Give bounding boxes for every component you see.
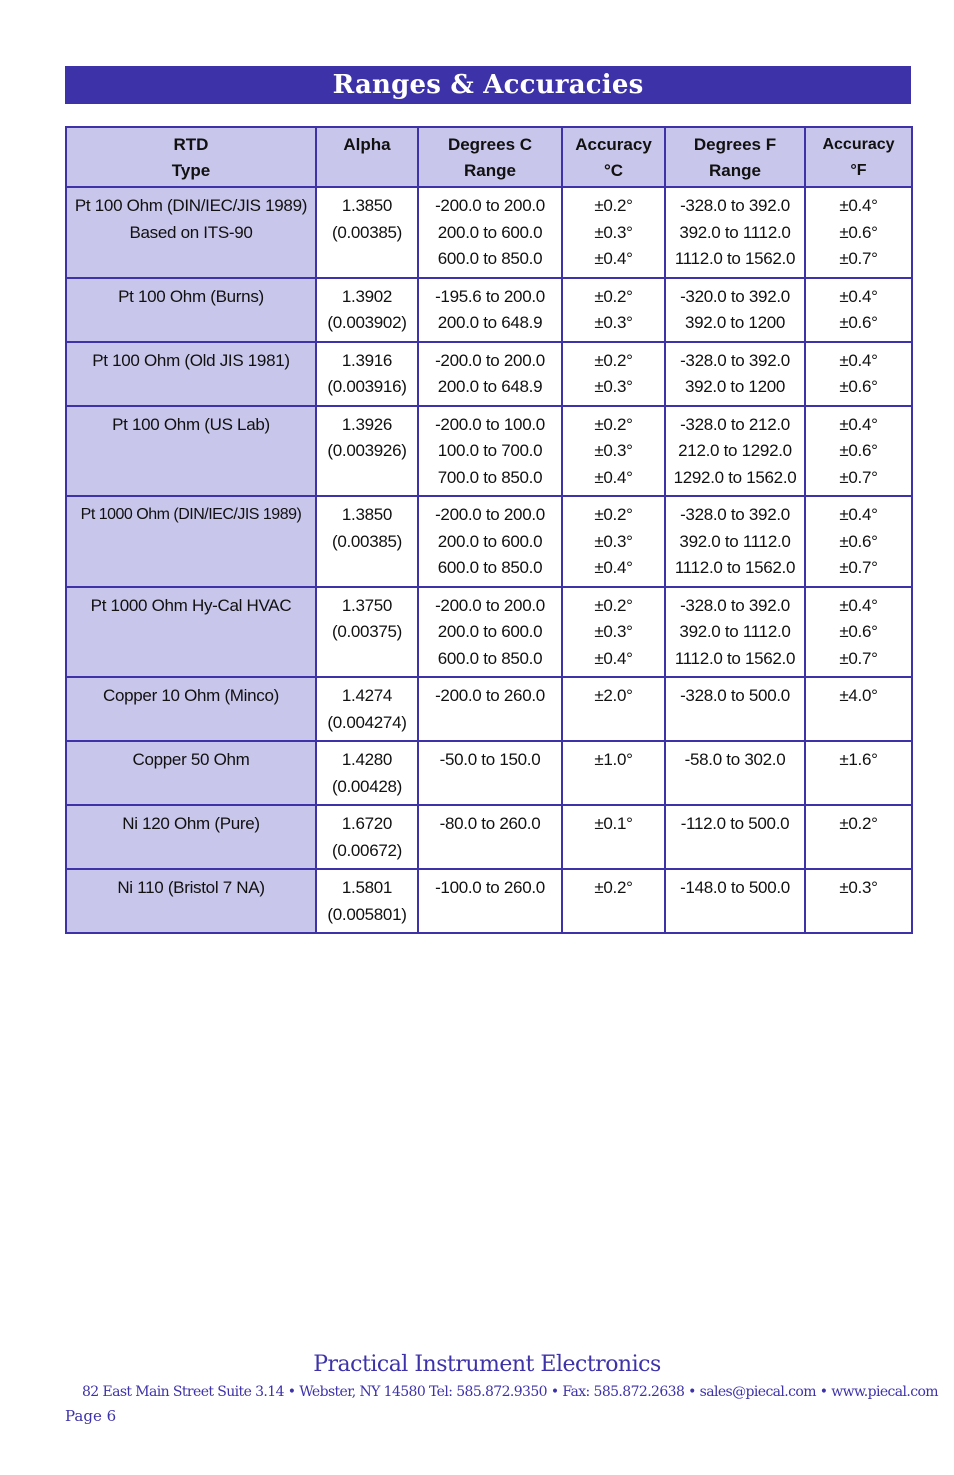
cell-line: 200.0 to 600.0	[437, 222, 543, 242]
cell-alpha	[316, 677, 418, 741]
cell-line: ±0.3°	[594, 441, 633, 460]
cell-accuracy-f	[805, 187, 912, 278]
cell-accuracy-f	[805, 741, 912, 805]
cell-rtd-type	[66, 342, 316, 406]
cell-rtd-type	[66, 278, 316, 342]
cell-line: -195.6 to 200.0	[435, 286, 545, 306]
cell-line: -328.0 to 500.0	[680, 686, 790, 705]
cell-line: ±0.1°	[594, 814, 633, 833]
cell-line: ±0.7°	[839, 249, 878, 268]
cell-line: ±0.4°	[839, 350, 878, 370]
cell-line: ±0.4°	[594, 558, 633, 577]
cell-accuracy-f	[805, 496, 912, 587]
cell-line: (0.00672)	[331, 840, 403, 860]
cell-line: (0.00375)	[331, 622, 403, 641]
cell-line: 1.3902	[341, 286, 393, 306]
cell-line: Copper 50 Ohm	[132, 750, 250, 769]
cell-line: ±0.4°	[839, 595, 878, 615]
cell-line: ±0.7°	[839, 558, 878, 577]
cell-line: 200.0 to 600.0	[437, 531, 543, 551]
cell-rtd-type	[66, 805, 316, 869]
cell-alpha	[316, 805, 418, 869]
cell-line: (0.004274)	[327, 712, 407, 732]
cell-line: -200.0 to 200.0	[435, 505, 545, 524]
table-header-row	[66, 127, 912, 187]
cell-line: 100.0 to 700.0	[437, 441, 543, 460]
cell-line: (0.005801)	[327, 904, 407, 924]
cell-range-f	[665, 741, 805, 805]
cell-rtd-type	[66, 587, 316, 678]
cell-line: 1.3850	[341, 505, 393, 524]
cell-line: ±0.6°	[839, 222, 878, 242]
cell-line: ±0.3°	[594, 313, 633, 332]
cell-line: 600.0 to 850.0	[437, 648, 543, 668]
cell-alpha	[316, 496, 418, 587]
cell-alpha	[316, 278, 418, 342]
cell-range-f	[665, 278, 805, 342]
cell-line: 1.4280	[341, 750, 393, 769]
cell-alpha	[316, 869, 418, 933]
cell-line: ±4.0°	[839, 686, 878, 705]
cell-range-f	[665, 496, 805, 587]
cell-range-f	[665, 869, 805, 933]
cell-line: ±0.2°	[594, 505, 633, 524]
cell-line: ±0.3°	[594, 622, 633, 641]
table-body	[66, 187, 912, 933]
page-title: Ranges & Accuracies	[332, 70, 644, 100]
cell-rtd-type	[66, 869, 316, 933]
cell-alpha	[316, 406, 418, 497]
cell-line: -200.0 to 260.0	[435, 686, 545, 705]
cell-line: 600.0 to 850.0	[437, 249, 543, 268]
cell-line: 392.0 to 1200	[684, 377, 786, 396]
cell-line: ±0.2°	[594, 350, 633, 370]
cell-line: ±0.2°	[594, 196, 633, 215]
cell-line: -80.0 to 260.0	[439, 814, 541, 833]
cell-line: 1112.0 to 1562.0	[674, 648, 796, 668]
cell-line: ±0.7°	[839, 648, 878, 668]
cell-line: ±2.0°	[594, 686, 633, 705]
cell-rtd-type	[66, 187, 316, 278]
table-row	[66, 869, 912, 933]
cell-range-c	[418, 587, 562, 678]
header-alpha: Alpha	[316, 127, 418, 187]
cell-line: ±0.6°	[839, 622, 878, 641]
cell-line: 392.0 to 1200	[684, 313, 786, 332]
cell-line: -200.0 to 200.0	[435, 196, 545, 215]
cell-accuracy-c	[562, 342, 665, 406]
cell-line: -328.0 to 212.0	[680, 414, 790, 434]
cell-range-c	[418, 278, 562, 342]
cell-line: -200.0 to 200.0	[435, 350, 545, 370]
cell-line: -200.0 to 100.0	[435, 414, 545, 434]
cell-line: ±0.2°	[594, 878, 633, 897]
table-row	[66, 406, 912, 497]
cell-line: Pt 1000 Ohm (DIN/IEC/JIS 1989)	[80, 506, 302, 523]
cell-range-c	[418, 741, 562, 805]
cell-line: ±0.3°	[594, 222, 633, 242]
cell-accuracy-c	[562, 496, 665, 587]
cell-range-c	[418, 406, 562, 497]
cell-line: -112.0 to 500.0	[680, 814, 790, 833]
header-accuracy-f: Accuracy °F	[805, 127, 912, 187]
cell-line: (0.003902)	[327, 313, 407, 332]
cell-range-c	[418, 805, 562, 869]
cell-accuracy-f	[805, 677, 912, 741]
cell-line: -328.0 to 392.0	[680, 595, 790, 615]
cell-alpha	[316, 342, 418, 406]
header-accuracy-c: Accuracy °C	[562, 127, 665, 187]
cell-line: (0.003916)	[327, 377, 407, 396]
cell-line: Ni 110 (Bristol 7 NA)	[117, 878, 265, 897]
cell-line: Pt 1000 Ohm Hy-Cal HVAC	[90, 595, 292, 615]
cell-line: Ni 120 Ohm (Pure)	[122, 814, 260, 833]
cell-accuracy-c	[562, 187, 665, 278]
header-rtd-type: RTD Type	[66, 127, 316, 187]
cell-rtd-type	[66, 496, 316, 587]
cell-line: (0.00428)	[331, 776, 403, 796]
cell-line: 200.0 to 648.9	[437, 313, 543, 332]
cell-line: 1292.0 to 1562.0	[673, 467, 797, 487]
cell-line: (0.00385)	[331, 222, 403, 242]
cell-line: ±0.6°	[839, 531, 878, 551]
table-row	[66, 496, 912, 587]
cell-line: 392.0 to 1112.0	[679, 222, 791, 242]
cell-alpha	[316, 187, 418, 278]
cell-line: ±0.4°	[839, 505, 878, 524]
cell-line: ±0.6°	[839, 441, 878, 460]
cell-line: 392.0 to 1112.0	[679, 622, 791, 641]
cell-accuracy-f	[805, 278, 912, 342]
cell-line: 200.0 to 600.0	[437, 622, 543, 641]
cell-range-c	[418, 869, 562, 933]
cell-line: ±0.4°	[594, 249, 633, 268]
cell-line: Pt 100 Ohm (US Lab)	[112, 414, 270, 434]
cell-line: ±0.4°	[839, 286, 878, 306]
table-row	[66, 741, 912, 805]
cell-rtd-type	[66, 677, 316, 741]
cell-line: ±0.3°	[594, 531, 633, 551]
cell-accuracy-f	[805, 406, 912, 497]
cell-line: ±0.6°	[839, 313, 878, 332]
cell-line: ±0.6°	[839, 377, 878, 396]
cell-accuracy-f	[805, 587, 912, 678]
cell-line: -50.0 to 150.0	[439, 750, 541, 769]
cell-line: ±0.7°	[839, 467, 878, 487]
cell-line: -328.0 to 392.0	[680, 350, 790, 370]
cell-line: ±0.4°	[594, 467, 633, 487]
cell-range-f	[665, 342, 805, 406]
cell-line: ±0.3°	[839, 878, 878, 897]
cell-line: -148.0 to 500.0	[680, 878, 790, 897]
cell-line: ±0.4°	[594, 648, 633, 668]
cell-line: 1.3916	[341, 350, 393, 370]
cell-line: 1.3850	[341, 196, 393, 215]
cell-line: ±0.4°	[839, 414, 878, 434]
cell-range-f	[665, 805, 805, 869]
cell-line: ±1.6°	[839, 750, 878, 769]
cell-alpha	[316, 587, 418, 678]
cell-line: 1112.0 to 1562.0	[674, 558, 796, 577]
cell-line: -58.0 to 302.0	[684, 750, 786, 769]
cell-accuracy-c	[562, 677, 665, 741]
cell-line: Pt 100 Ohm (Old JIS 1981)	[92, 350, 290, 370]
cell-range-f	[665, 406, 805, 497]
cell-line: ±0.2°	[594, 595, 633, 615]
cell-accuracy-c	[562, 587, 665, 678]
cell-range-c	[418, 187, 562, 278]
cell-line: Pt 100 Ohm (Burns)	[118, 286, 264, 306]
page-number: Page 6	[65, 1407, 117, 1425]
cell-line: ±0.3°	[594, 377, 633, 396]
section-title-bar	[65, 66, 911, 104]
footer-address: 82 East Main Street Suite 3.14 • Webster, NY 14580 Tel: 585.872.9350 • Fax: 585.872.2638 • sales@piecal.com • www.piecal.com	[82, 1384, 938, 1400]
header-degrees-f-range: Degrees F Range	[665, 127, 805, 187]
cell-accuracy-f	[805, 869, 912, 933]
cell-alpha	[316, 741, 418, 805]
cell-range-f	[665, 677, 805, 741]
cell-line: -100.0 to 260.0	[435, 878, 545, 897]
ranges-accuracies-table	[65, 126, 913, 934]
cell-accuracy-c	[562, 869, 665, 933]
cell-accuracy-c	[562, 406, 665, 497]
cell-accuracy-c	[562, 805, 665, 869]
cell-line: 1.6720	[341, 814, 393, 833]
cell-line: ±0.2°	[594, 414, 633, 434]
cell-line: (0.003926)	[327, 441, 407, 460]
cell-line: 212.0 to 1292.0	[678, 441, 792, 460]
table-row	[66, 342, 912, 406]
table-row	[66, 677, 912, 741]
cell-line: 1112.0 to 1562.0	[674, 249, 796, 268]
cell-line: Copper 10 Ohm (Minco)	[102, 686, 280, 705]
cell-line: -328.0 to 392.0	[680, 196, 790, 215]
cell-accuracy-c	[562, 741, 665, 805]
footer-company-name: Practical Instrument Electronics	[313, 1352, 661, 1377]
cell-range-c	[418, 496, 562, 587]
cell-range-c	[418, 677, 562, 741]
cell-line: 200.0 to 648.9	[437, 377, 543, 396]
cell-line: ±0.2°	[839, 814, 878, 833]
cell-line: 392.0 to 1112.0	[679, 531, 791, 551]
cell-line: (0.00385)	[331, 531, 403, 551]
cell-line: ±0.2°	[594, 286, 633, 306]
cell-line: 700.0 to 850.0	[437, 467, 543, 487]
header-degrees-c-range: Degrees C Range	[418, 127, 562, 187]
cell-line: ±1.0°	[594, 750, 633, 769]
table-row	[66, 805, 912, 869]
cell-line: 600.0 to 850.0	[437, 558, 543, 577]
cell-line: 1.4274	[341, 686, 393, 705]
table-row	[66, 587, 912, 678]
cell-line: Based on ITS-90	[129, 222, 253, 242]
cell-accuracy-f	[805, 805, 912, 869]
table-row	[66, 187, 912, 278]
cell-line: 1.3750	[341, 595, 393, 615]
cell-line: Pt 100 Ohm (DIN/IEC/JIS 1989)	[74, 196, 308, 215]
cell-range-f	[665, 587, 805, 678]
cell-accuracy-c	[562, 278, 665, 342]
cell-line: 1.3926	[341, 414, 393, 434]
cell-line: -200.0 to 200.0	[435, 595, 545, 615]
cell-rtd-type	[66, 406, 316, 497]
cell-range-c	[418, 342, 562, 406]
cell-range-f	[665, 187, 805, 278]
cell-accuracy-f	[805, 342, 912, 406]
cell-line: -320.0 to 392.0	[680, 286, 790, 306]
cell-line: ±0.4°	[839, 196, 878, 215]
cell-line: 1.5801	[341, 878, 393, 897]
cell-line: -328.0 to 392.0	[680, 505, 790, 524]
table-row	[66, 278, 912, 342]
cell-rtd-type	[66, 741, 316, 805]
